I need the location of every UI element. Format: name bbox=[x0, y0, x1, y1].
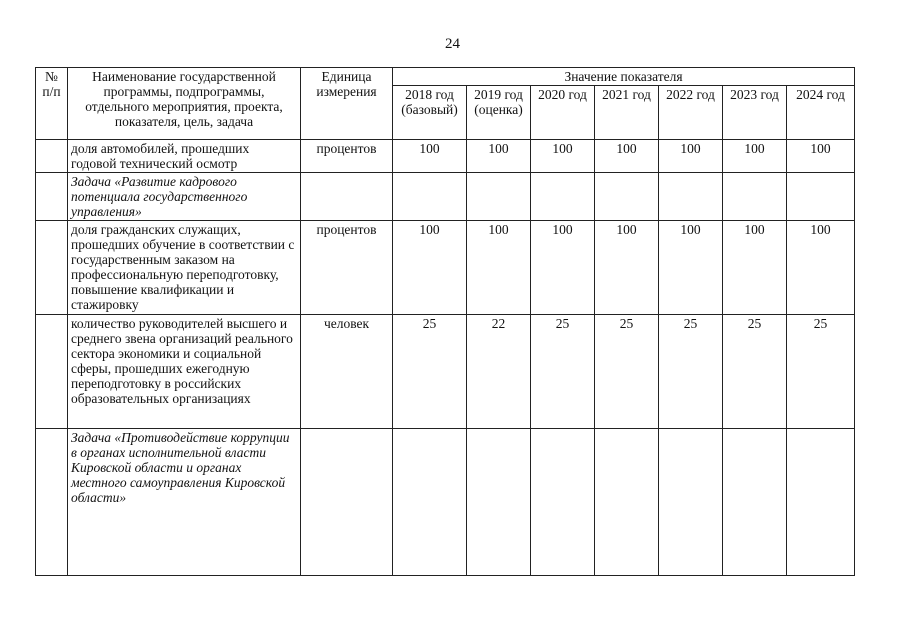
row-num-cell bbox=[36, 429, 68, 576]
row-value: 25 bbox=[531, 315, 595, 429]
row-value bbox=[787, 429, 855, 576]
row-value bbox=[595, 429, 659, 576]
row-value bbox=[467, 173, 531, 221]
row-value: 100 bbox=[723, 221, 787, 315]
indicators-table bbox=[35, 67, 855, 576]
row-value: 100 bbox=[595, 140, 659, 173]
row-unit: процентов bbox=[301, 221, 393, 315]
table-row bbox=[36, 173, 855, 221]
row-value: 100 bbox=[659, 140, 723, 173]
row-unit: человек bbox=[301, 315, 393, 429]
row-task-name: Задача «Развитие кадрового потенциала государственного управления» bbox=[68, 173, 301, 221]
row-value: 100 bbox=[531, 140, 595, 173]
page-number: 24 bbox=[445, 36, 460, 52]
header-year: 2021 год bbox=[595, 86, 659, 140]
row-value: 100 bbox=[595, 221, 659, 315]
row-unit bbox=[301, 429, 393, 576]
header-num: № п/п bbox=[36, 68, 68, 140]
row-value: 25 bbox=[723, 315, 787, 429]
row-num-cell bbox=[36, 315, 68, 429]
row-value: 100 bbox=[787, 140, 855, 173]
row-value: 25 bbox=[393, 315, 467, 429]
table-row bbox=[36, 140, 855, 173]
row-value: 22 bbox=[467, 315, 531, 429]
row-name: количество руководителей высшего и среднего звена организаций реального сектора экономики и социальной сферы, прошедших ежегодную переподготовку в российских образовательных организациях bbox=[68, 315, 301, 429]
row-num-cell bbox=[36, 140, 68, 173]
row-value bbox=[659, 429, 723, 576]
row-value: 100 bbox=[531, 221, 595, 315]
row-value: 100 bbox=[659, 221, 723, 315]
header-year: 2018 год (базовый) bbox=[393, 86, 467, 140]
row-unit: процентов bbox=[301, 140, 393, 173]
row-value bbox=[659, 173, 723, 221]
header-year: 2019 год (оценка) bbox=[467, 86, 531, 140]
row-task-name: Задача «Противодействие коррупции в органах исполнительной власти Кировской области и органах местного самоуправления Кировской области» bbox=[68, 429, 301, 576]
row-value bbox=[467, 429, 531, 576]
row-value bbox=[723, 173, 787, 221]
row-value: 100 bbox=[467, 140, 531, 173]
row-value bbox=[393, 173, 467, 221]
row-value bbox=[393, 429, 467, 576]
row-name: доля гражданских служащих, прошедших обучение в соответствии с государственным заказом на профессиональную переподготовку, повышение квалификации и стажировку bbox=[68, 221, 301, 315]
row-value: 25 bbox=[595, 315, 659, 429]
header-value-group: Значение показателя bbox=[393, 68, 855, 86]
header-year: 2023 год bbox=[723, 86, 787, 140]
row-value: 100 bbox=[723, 140, 787, 173]
row-value bbox=[531, 173, 595, 221]
row-num-cell bbox=[36, 221, 68, 315]
row-value bbox=[595, 173, 659, 221]
row-value bbox=[531, 429, 595, 576]
row-name: доля автомобилей, прошедших годовой технический осмотр bbox=[68, 140, 301, 173]
row-unit bbox=[301, 173, 393, 221]
row-value: 100 bbox=[787, 221, 855, 315]
header-year: 2020 год bbox=[531, 86, 595, 140]
table-row bbox=[36, 221, 855, 315]
row-value: 25 bbox=[787, 315, 855, 429]
header-unit: Единица измерения bbox=[301, 68, 393, 140]
row-value: 25 bbox=[659, 315, 723, 429]
table-row bbox=[36, 315, 855, 429]
row-value bbox=[787, 173, 855, 221]
row-value: 100 bbox=[393, 140, 467, 173]
row-value: 100 bbox=[467, 221, 531, 315]
header-year: 2024 год bbox=[787, 86, 855, 140]
table-row bbox=[36, 429, 855, 576]
row-num-cell bbox=[36, 173, 68, 221]
row-value bbox=[723, 429, 787, 576]
header-name: Наименование государственной программы, подпрограммы, отдельного мероприятия, проекта, показателя, цель, задача bbox=[68, 68, 301, 140]
header-year: 2022 год bbox=[659, 86, 723, 140]
row-value: 100 bbox=[393, 221, 467, 315]
